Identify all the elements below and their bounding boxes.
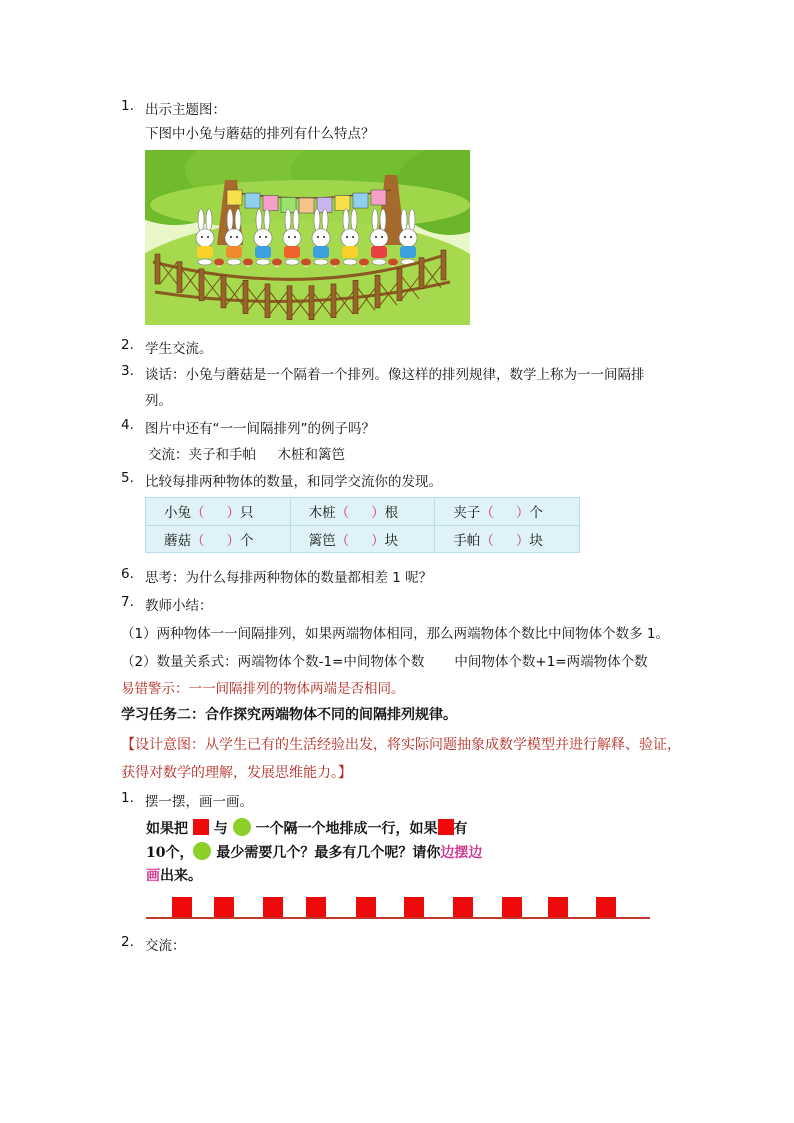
- table-cell: 小兔（ ）只: [146, 498, 291, 526]
- red-square: [306, 897, 326, 917]
- exercise-line-1: 如果把 与 一个隔一个地排成一行，如果 有: [146, 818, 468, 838]
- fence-post: [375, 275, 380, 308]
- fence-post: [265, 284, 270, 318]
- red-square: [548, 897, 568, 917]
- table-cell: 篱笆（ ）块: [290, 525, 435, 553]
- item-4-text: 图片中还有“一一间隔排列”的例子吗？: [145, 421, 375, 437]
- handkerchief: [245, 193, 260, 208]
- exercise-line-3: 画出来。: [146, 868, 202, 884]
- design-intent-line2: 获得对数学的理解，发展思维能力。】: [121, 765, 352, 781]
- red-square: [404, 897, 424, 917]
- fence-post: [243, 280, 248, 313]
- handkerchief: [335, 196, 350, 211]
- fence-post: [353, 280, 358, 313]
- item-5-number: 5.: [121, 470, 134, 486]
- fence-post: [331, 284, 336, 318]
- fence-post: [441, 250, 446, 280]
- red-square: [263, 897, 283, 917]
- fence-post: [155, 254, 160, 284]
- red-square: [172, 897, 192, 917]
- item-1-number: 1.: [121, 98, 134, 114]
- item-6-text: 思考：为什么每排两种物体的数量都相差 1 呢？: [145, 570, 433, 586]
- table-cell: 蘑菇（ ）个: [146, 525, 291, 553]
- fence-post: [221, 275, 226, 308]
- step-1-text: 摆一摆，画一画。: [145, 794, 253, 810]
- fence-post: [397, 269, 402, 301]
- item-7-number: 7.: [121, 594, 134, 610]
- red-square-icon: [193, 819, 209, 835]
- handkerchief: [263, 196, 278, 211]
- item-2-number: 2.: [121, 337, 134, 353]
- summary-point-2: （2）数量关系式：两端物体个数-1=中间物体个数 中间物体个数+1=两端物体个数: [121, 654, 648, 670]
- task-two-heading: 学习任务二：合作探究两端物体不同的间隔排列规律。: [121, 707, 457, 723]
- step-2-number: 2.: [121, 934, 134, 950]
- fence-post: [177, 262, 182, 293]
- step-1-number: 1.: [121, 790, 134, 806]
- fence-post: [309, 286, 314, 320]
- handkerchief: [353, 193, 368, 208]
- red-square: [502, 897, 522, 917]
- handkerchief: [371, 190, 386, 205]
- exercise-line-2: 10个， 最少需要几个？最多有几个呢？请你边摆边: [146, 842, 482, 862]
- item-1-text: 出示主题图：: [145, 102, 226, 118]
- item-4-exchange: 交流：夹子和手帕 木桩和篱笆: [148, 447, 345, 463]
- comparison-table: [145, 497, 580, 553]
- fence-post: [199, 269, 204, 301]
- item-6-number: 6.: [121, 566, 134, 582]
- item-4-number: 4.: [121, 417, 134, 433]
- item-5-text: 比较每排两种物体的数量，和同学交流你的发现。: [145, 474, 442, 490]
- item-1-question: 下图中小兔与蘑菇的排列有什么特点？: [145, 126, 375, 142]
- handkerchief: [227, 190, 242, 205]
- fence-post: [287, 286, 292, 320]
- red-square: [453, 897, 473, 917]
- step-2-text: 交流：: [145, 938, 186, 954]
- table-cell: 手帕（ ）块: [435, 525, 580, 553]
- fence-post: [419, 258, 424, 289]
- error-warning: 易错警示：一一间隔排列的物体两端是否相同。: [121, 681, 405, 697]
- red-square: [596, 897, 616, 917]
- green-circle-icon: [233, 818, 251, 836]
- red-square: [356, 897, 376, 917]
- green-circle-icon: [193, 842, 211, 860]
- item-3-number: 3.: [121, 363, 134, 379]
- red-square: [214, 897, 234, 917]
- rabbits-mushrooms-illustration: [145, 150, 470, 325]
- design-intent-line1: 【设计意图：从学生已有的生活经验出发，将实际问题抽象成数学模型并进行解释、验证，: [121, 737, 681, 753]
- item-3-continued: 列。: [145, 393, 172, 409]
- item-3-text: 谈话：小兔与蘑菇是一个隔着一个排列。像这样的排列规律，数学上称为一一间隔排: [145, 367, 645, 383]
- summary-point-1: （1）两种物体一一间隔排列，如果两端物体相同，那么两端物体个数比中间物体个数多 1。: [121, 626, 669, 642]
- squares-row: [146, 895, 652, 921]
- handkerchief: [299, 198, 314, 213]
- item-7-text: 教师小结：: [145, 598, 213, 614]
- table-cell: 木桩（ ）根: [290, 498, 435, 526]
- table-cell: 夹子（ ）个: [435, 498, 580, 526]
- red-square-icon: [438, 819, 454, 835]
- table-row: [146, 525, 580, 553]
- table-row: [146, 498, 580, 526]
- item-2-text: 学生交流。: [145, 341, 213, 357]
